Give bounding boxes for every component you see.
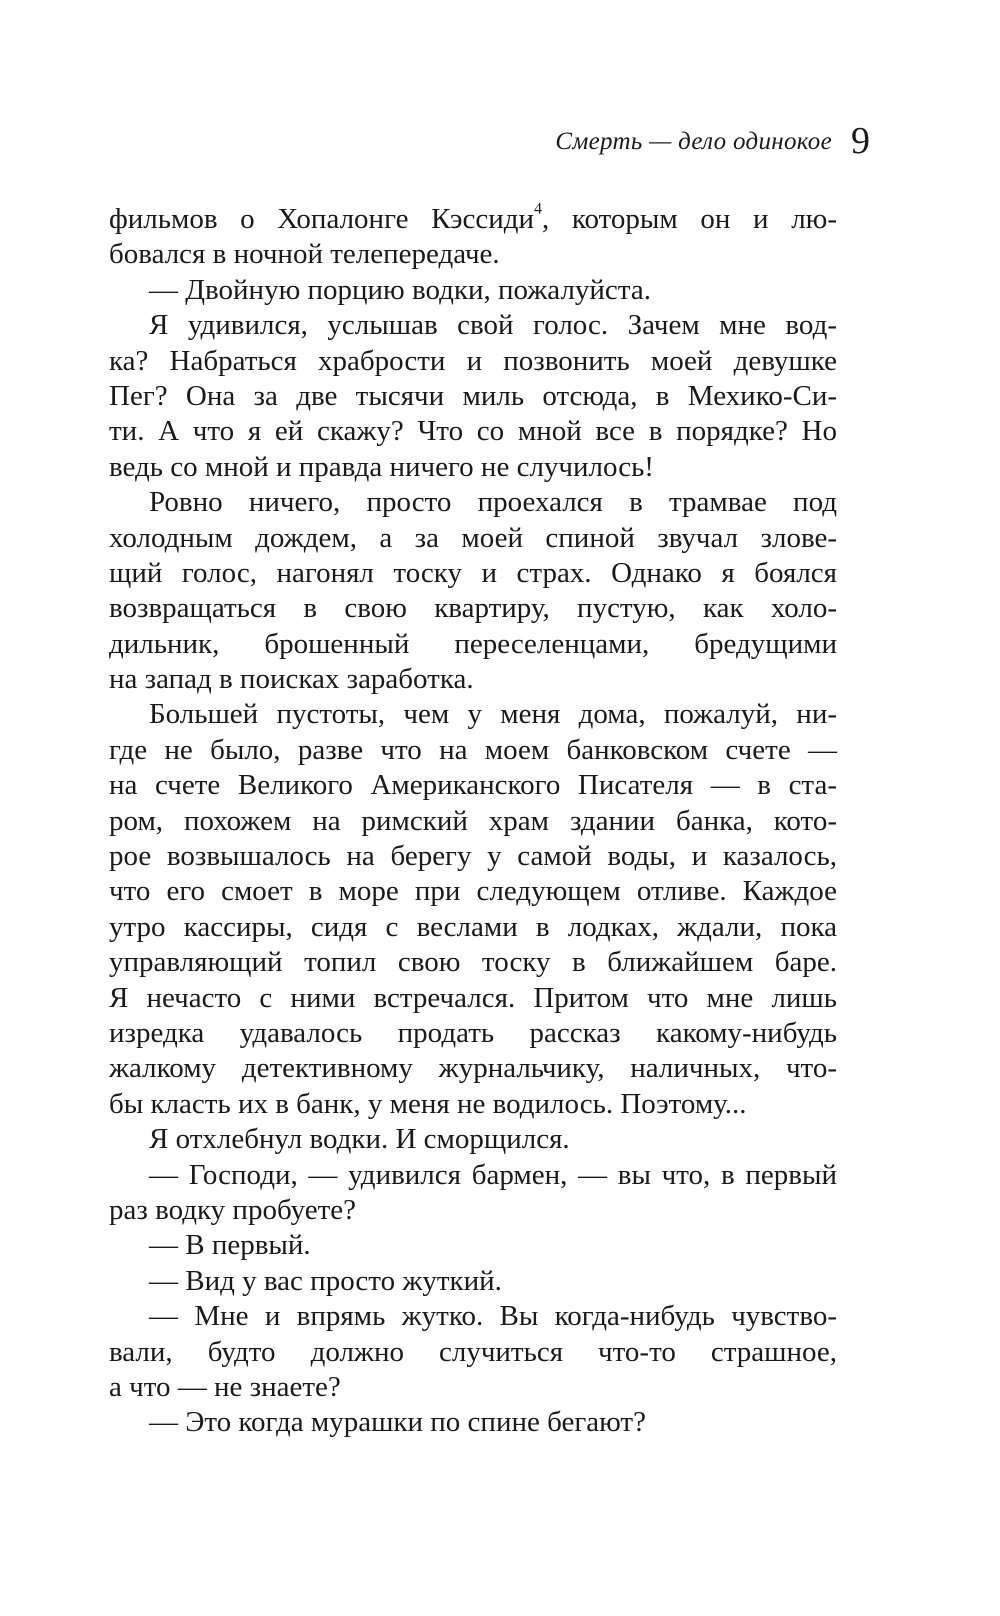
text-line: рое возвышалось на берегу у самой воды, и казалось, [109,840,837,873]
text-line: раз водку пробуете? [109,1193,356,1226]
body-text [109,202,837,1441]
text-line: утро кассиры, сидя с веслами в лодках, ждали, пока [109,910,837,943]
text-line: бовался в ночной телепередаче. [109,238,500,271]
text-line: — Господи, — удивился бармен, — вы что, в первый [149,1158,837,1191]
text-line: на счете Великого Американского Писателя — в ста- [109,769,837,802]
text-line: ведь со мной и правда ничего не случилось! [109,450,654,483]
text-line: на запад в поисках заработка. [109,663,474,696]
footnote-marker: 4 [534,200,543,218]
text-line: ти. А что я ей скажу? Что со мной все в порядке? Но [109,415,837,448]
text-line: Я удивился, услышав свой голос. Зачем мне вод- [149,309,837,342]
text-line: Я нечасто с ними встречался. Притом что мне лишь [109,981,837,1014]
text-line: Пег? Она за две тысячи миль отсюда, в Мехико-Си- [109,379,837,412]
text-line: — Это когда мурашки по спине бегают? [149,1406,646,1439]
text-line: холодным дождем, а за моей спиной звучал злове- [109,521,837,554]
text-line [109,202,837,237]
text-line: щий голос, нагонял тоску и страх. Однако я боялся [109,556,837,589]
text-line: вали, будто должно случиться что-то страшное, [109,1335,837,1368]
text-line: — Мне и впрямь жутко. Вы когда-нибудь чувство- [149,1300,837,1333]
running-title: Смерть — дело одинокое [555,128,832,155]
text-line: Большей пустоты, чем у меня дома, пожалуй, ни- [149,698,837,731]
text-line: — В первый. [149,1229,311,1262]
text-line: что его смоет в море при следующем отливе. Каждое [109,875,837,908]
text-line: жалкому детективному журнальчику, наличных, что- [109,1052,837,1085]
text-line: дильник, брошенный переселенцами, бредущими [109,627,837,660]
line-text: , которым он и лю- [542,203,837,235]
text-line: бы класть их в банк, у меня не водилось. Поэтому... [109,1087,747,1120]
text-line: — Вид у вас просто жуткий. [149,1264,502,1297]
text-line: возвращаться в свою квартиру, пустую, как холо- [109,592,837,625]
text-line: где не было, разве что на моем банковском счете — [109,733,837,766]
text-line: Я отхлебнул водки. И сморщился. [149,1123,570,1156]
page-number: 9 [851,120,870,162]
text-line: ром, похожем на римский храм здании банка, кото- [109,804,837,837]
line-text: фильмов о Хопалонге Кэссиди [109,203,535,235]
text-line: ка? Набраться храбрости и позвонить моей девушке [109,344,837,377]
text-line: а что — не знаете? [109,1370,341,1403]
text-line: управляющий топил свою тоску в ближайшем баре. [109,946,837,979]
text-line: — Двойную порцию водки, пожалуйста. [149,273,651,306]
text-line: Ровно ничего, просто проехался в трамвае под [149,486,837,519]
text-line: изредка удавалось продать рассказ какому-нибудь [109,1016,837,1049]
